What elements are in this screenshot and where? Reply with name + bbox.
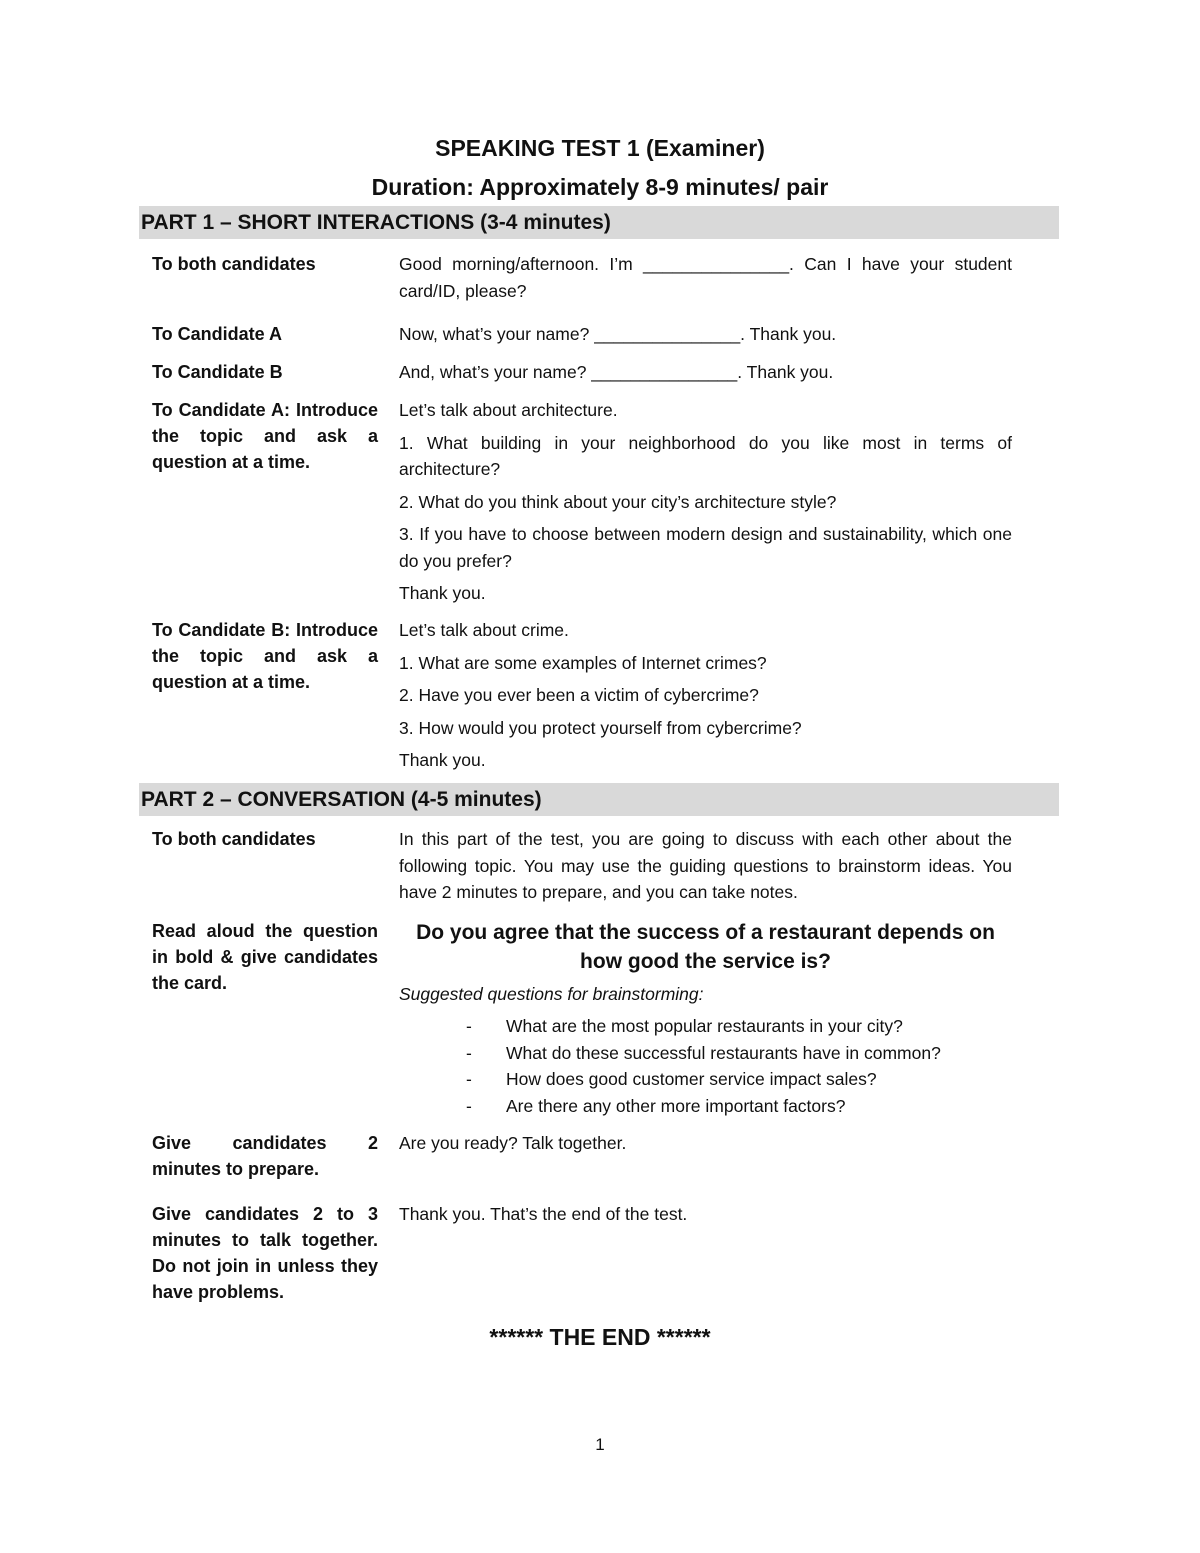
crime-thanks: Thank you. <box>399 750 486 770</box>
part2-label-both: To both candidates <box>152 829 316 849</box>
architecture-question-1: 1. What building in your neighborhood do you like most in terms of architecture? <box>399 432 1012 479</box>
crime-question-2: 2. Have you ever been a victim of cybercrime? <box>399 685 759 705</box>
suggested-questions-label: Suggested questions for brainstorming: <box>399 984 704 1004</box>
suggested-questions-list <box>466 1013 1026 1119</box>
page-number: 1 <box>595 1435 605 1454</box>
list-item <box>466 1066 1026 1093</box>
part2-text-prepare: Are you ready? Talk together. <box>399 1133 627 1153</box>
discussion-question: Do you agree that the success of a restaurant depends on how good the service is? <box>416 921 995 973</box>
architecture-thanks: Thank you. <box>399 583 486 603</box>
row-label-candidate-a: To Candidate A <box>152 324 282 344</box>
row-text-topic-b <box>399 617 1012 780</box>
list-item <box>466 1093 1026 1120</box>
topic-intro-crime: Let’s talk about crime. <box>399 620 569 640</box>
architecture-question-3: 3. If you have to choose between modern design and sustainability, which one do you prefer? <box>399 524 1012 571</box>
bullet-dash: - <box>466 1016 472 1036</box>
suggested-question-text: How does good customer service impact sales? <box>506 1069 877 1089</box>
part2-label-read-aloud: Read aloud the question in bold & give candidates the card. <box>152 921 378 993</box>
part2-label-prepare: Give candidates 2 minutes to prepare. <box>152 1133 378 1179</box>
duration-subtitle: Duration: Approximately 8-9 minutes/ pair <box>371 174 829 200</box>
list-item <box>466 1040 1026 1067</box>
name-question-b: And, what’s your name? _______________. Thank you. <box>399 362 834 382</box>
row-text-candidate-a <box>399 321 1012 354</box>
row-text-both <box>399 251 1012 310</box>
row-label-candidate-b: To Candidate B <box>152 362 283 382</box>
crime-question-3: 3. How would you protect yourself from cybercrime? <box>399 717 802 738</box>
the-end-line: ****** THE END ****** <box>489 1324 711 1350</box>
part2-label-talk: Give candidates 2 to 3 minutes to talk together. Do not join in unless they have problems. <box>152 1204 378 1302</box>
row-text-candidate-b <box>399 359 1012 392</box>
suggested-question-text: What are the most popular restaurants in your city? <box>506 1016 903 1036</box>
name-question-a: Now, what’s your name? _______________. Thank you. <box>399 324 837 344</box>
bullet-dash: - <box>466 1042 472 1063</box>
bullet-dash: - <box>466 1069 472 1089</box>
row-label-both: To both candidates <box>152 254 316 274</box>
document-title: SPEAKING TEST 1 (Examiner) <box>435 135 765 161</box>
architecture-question-2: 2. What do you think about your city’s architecture style? <box>399 491 837 512</box>
suggested-question-text: Are there any other more important factors? <box>506 1095 846 1116</box>
part1-heading: PART 1 – SHORT INTERACTIONS (3-4 minutes) <box>139 206 1059 239</box>
list-item <box>466 1013 1026 1040</box>
row-label-topic-a: To Candidate A: Introduce the topic and ask a question at a time. <box>152 400 378 472</box>
row-text-topic-a <box>399 397 1012 613</box>
suggested-question-text: What do these successful restaurants have in common? <box>506 1042 941 1063</box>
topic-intro-architecture: Let’s talk about architecture. <box>399 400 618 420</box>
part2-heading: PART 2 – CONVERSATION (4-5 minutes) <box>139 783 1059 816</box>
part2-text-talk: Thank you. That’s the end of the test. <box>399 1204 688 1224</box>
row-label-topic-b: To Candidate B: Introduce the topic and ask a question at a time. <box>152 620 378 692</box>
greeting-line: Good morning/afternoon. I’m _______________. Can I have your student card/ID, please? <box>399 254 1012 301</box>
bullet-dash: - <box>466 1095 472 1116</box>
crime-question-1: 1. What are some examples of Internet crimes? <box>399 652 767 673</box>
part2-text-both: In this part of the test, you are going to discuss with each other about the following topic. You may use the guiding questions to brainstorm ideas. You have 2 minutes to prepare, and you can take notes. <box>399 829 1012 902</box>
